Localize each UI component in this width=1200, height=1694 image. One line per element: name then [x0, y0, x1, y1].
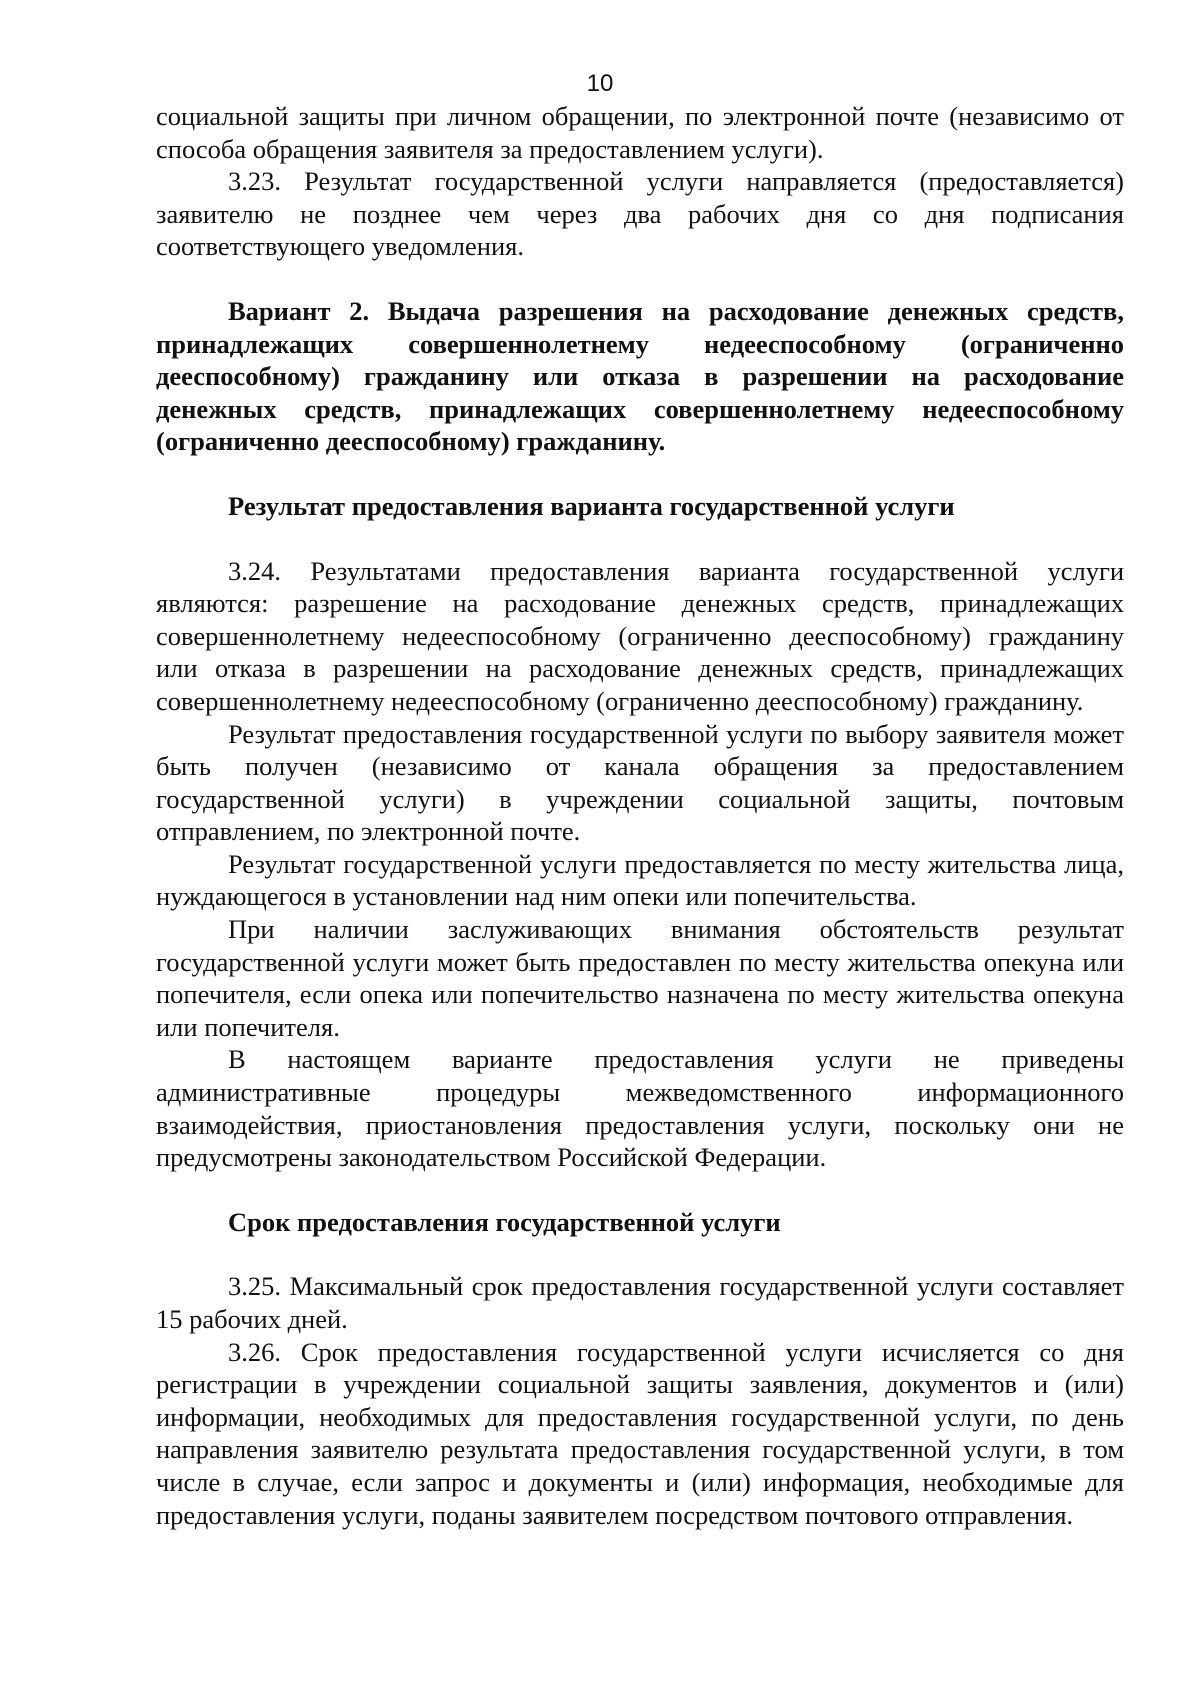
- paragraph-3-23: 3.23. Результат государственной услуги направляется (предоставляется) заявителю не позднее чем через два рабочих дня со дня подписания соответствующего уведомления.: [156, 166, 1124, 262]
- page-number: 10: [586, 70, 614, 97]
- document-body: [156, 100, 1124, 1531]
- heading-result: Результат предоставления варианта государственной услуги: [228, 490, 955, 521]
- paragraph-3-25: 3.25. Максимальный срок предоставления государственной услуги составляет 15 рабочих дней.: [156, 1271, 1124, 1334]
- paragraph-result-guardian: При наличии заслуживающих внимания обстоятельств результат государственной услуги может быть предоставлен по месту жительства опекуна или попечителя, если опека или попечительство назначена по месту жительства опекуна или попечителя.: [156, 914, 1124, 1042]
- paragraph-result-residence: Результат государственной услуги предоставляется по месту жительства лица, нуждающегося в установлении над ним опеки или попечительства.: [156, 848, 1124, 912]
- heading-term: Срок предоставления государственной услуги: [228, 1206, 781, 1237]
- paragraph-3-26: 3.26. Срок предоставления государственной услуги исчисляется со дня регистрации в учреждении социальной защиты заявления, документов и (или) информации, необходимых для предоставления государственной услуги, по день направления заявителю результата предоставления государственной услуги, в том числе в случае, если запрос и документы и (или) информация, необходимые для предоставления услуги, поданы заявителем посредством почтового отправления.: [156, 1336, 1124, 1530]
- paragraph-3-24: 3.24. Результатами предоставления варианта государственной услуги являются: разрешение на расходование денежных средств, принадлежащих совершеннолетнему недееспособному (ограниченно дееспособному) гражданину или отказа в разрешении на расходование денежных средств, принадлежащих совершеннолетнему недееспособному (ограниченно дееспособному) гражданину.: [156, 555, 1124, 716]
- paragraph-procedures: В настоящем варианте предоставления услуги не приведены административные процедуры межведомственного информационного взаимодействия, приостановления предоставления услуги, поскольку они не предусмотрены законодательством Российской Федерации.: [156, 1044, 1124, 1173]
- paragraph-result-delivery: Результат предоставления государственной услуги по выбору заявителя может быть получен (независимо от канала обращения за предоставлением государственной услуги) в учреждении социальной защиты, почтовым отправлением, по электронной почте.: [156, 718, 1124, 847]
- variant-title: Вариант 2. Выдача разрешения на расходование денежных средств, принадлежащих совершеннолетнему недееспособному (ограниченно дееспособному) гражданину или отказа в разрешении на расходование денежных средств, принадлежащих совершеннолетнему недееспособному (ограниченно дееспособному) гражданину.: [156, 295, 1124, 457]
- paragraph-continuation: социальной защиты при личном обращении, по электронной почте (независимо от способа обращения заявителя за предоставлением услуги).: [156, 101, 1124, 164]
